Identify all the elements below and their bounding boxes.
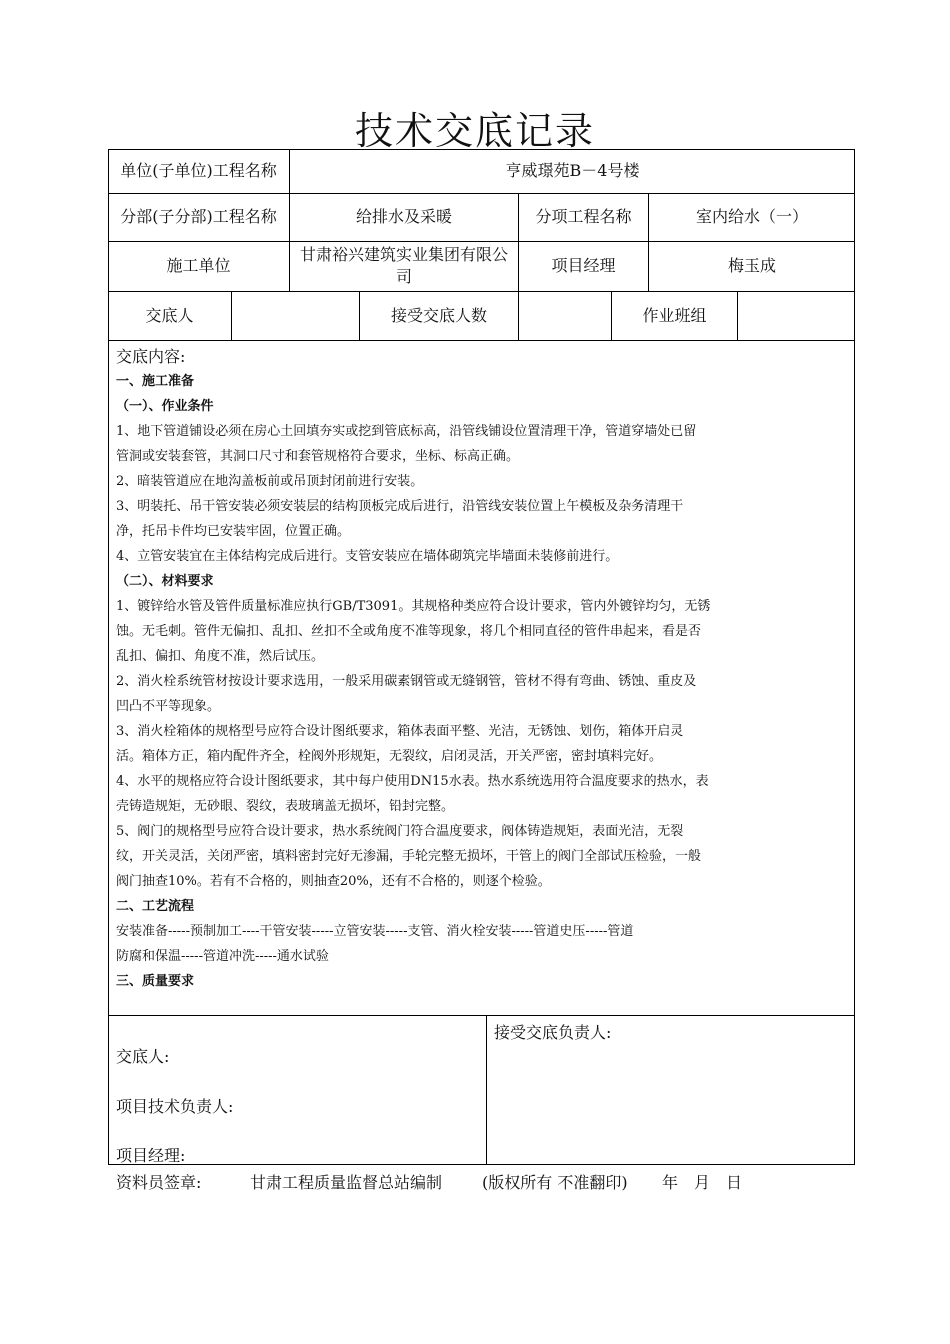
document-title: 技术交底记录 xyxy=(354,109,595,153)
discloser-label: 交底人 xyxy=(145,305,194,325)
content-line: 4、水平的规格应符合设计图纸要求，其中每户使用DN15水表。热水系统选用符合温度要求的热水，表 xyxy=(116,774,709,789)
content-line: 1、镀锌给水管及管件质量标准应执行GB/T3091。其规格种类应符合设计要求，管内外镀锌均匀，无锈 xyxy=(116,599,711,614)
content-line: （二）、材料要求 xyxy=(116,574,214,589)
footer-publisher: 甘肃工程质量监督总站编制 xyxy=(250,1173,443,1192)
subitem-value: 室内给水（一） xyxy=(695,207,808,226)
sig-manager: 项目经理: xyxy=(116,1146,186,1165)
content-line: （一）、作业条件 xyxy=(116,399,214,414)
col-divider xyxy=(486,1015,487,1165)
sig-tech-lead: 项目技术负责人: xyxy=(116,1097,234,1116)
content-line: 壳铸造规矩，无砂眼、裂纹，表玻璃盖无损坏，铅封完整。 xyxy=(116,799,455,814)
division-label: 分部(子分部)工程名称 xyxy=(120,207,277,226)
manager-value: 梅玉成 xyxy=(727,256,776,275)
content-line: 3、明装托、吊干管安装必须安装层的结构顶板完成后进行，沿管线安装位置上午模板及杂务清理干 xyxy=(116,499,684,514)
sig-receiver: 接受交底负责人: xyxy=(494,1023,612,1042)
content-line: 2、消火栓系统管材按设计要求选用，一般采用碳素钢管或无缝钢管，管材不得有弯曲、锈蚀、重皮及 xyxy=(116,674,697,689)
contractor-label: 施工单位 xyxy=(166,256,231,275)
content-line: 1、地下管道铺设必须在房心土回填夯实或挖到管底标高，沿管线铺设位置清理干净，管道穿墙处已留 xyxy=(116,424,697,439)
content-line: 4、立管安装宜在主体结构完成后进行。支管安装应在墙体砌筑完毕墙面未装修前进行。 xyxy=(116,549,619,564)
discloser-value[interactable] xyxy=(232,291,359,340)
content-line: 乱扣、偏扣、角度不准，然后试压。 xyxy=(116,649,325,664)
footer-date: 年 月 日 xyxy=(662,1173,743,1192)
content-line: 3、消火栓箱体的规格型号应符合设计图纸要求，箱体表面平整、光洁，无锈蚀、划伤，箱体开启灵 xyxy=(116,724,684,739)
content-line: 5、阀门的规格型号应符合设计要求，热水系统阀门符合温度要求，阀体铸造规矩，表面光洁，无裂 xyxy=(116,824,684,839)
content-line: 安装准备-----预制加工----干管安装-----立管安装-----支管、消火栓安装-----管道史压-----管道 xyxy=(116,924,634,939)
content-line: 管洞或安装套管，其洞口尺寸和套管规格符合要求，坐标、标高正确。 xyxy=(116,449,520,464)
content-line: 防腐和保温-----管道冲洗-----通水试验 xyxy=(116,949,329,964)
content-line: 阀门抽查10%。若有不合格的，则抽查20%，还有不合格的，则逐个检验。 xyxy=(116,874,551,889)
work-team-label: 作业班组 xyxy=(642,305,707,325)
content-line: 活。箱体方正，箱内配件齐全，栓阀外形规矩，无裂纹，启闭灵活，开关严密，密封填料完好。 xyxy=(116,749,663,764)
sig-discloser: 交底人: xyxy=(116,1047,170,1066)
content-line: 三、质量要求 xyxy=(116,974,195,989)
content-line: 净，托吊卡件均已安装牢固，位置正确。 xyxy=(116,524,351,539)
division-value: 给排水及采暖 xyxy=(355,207,452,226)
work-team-value[interactable] xyxy=(738,291,855,340)
disclosure-content xyxy=(116,344,874,994)
project-name-label: 单位(子单位)工程名称 xyxy=(120,161,277,180)
subitem-label: 分项工程名称 xyxy=(535,207,632,226)
contractor-value: 甘肃裕兴建筑实业集团有限公司 xyxy=(300,245,509,286)
manager-label: 项目经理 xyxy=(551,256,616,275)
project-name-value: 亨威璟苑B－4号楼 xyxy=(505,161,640,180)
receivers-count-value[interactable] xyxy=(519,291,611,340)
content-line: 凹凸不平等现象。 xyxy=(116,699,221,714)
row-divider xyxy=(108,340,855,341)
footer-copyright: (版权所有 不准翻印) xyxy=(482,1173,628,1192)
content-line: 一、施工准备 xyxy=(116,374,195,389)
content-line: 2、暗装管道应在地沟盖板前或吊顶封闭前进行安装。 xyxy=(116,474,424,489)
row-divider xyxy=(108,1015,855,1016)
footer-clerk: 资料员签章: xyxy=(116,1173,202,1192)
receivers-count-label: 接受交底人数 xyxy=(390,305,487,325)
content-label: 交底内容: xyxy=(116,347,186,366)
content-line: 二、工艺流程 xyxy=(116,899,195,914)
content-line: 纹，开关灵活，关闭严密，填料密封完好无渗漏，手轮完整无损坏，干管上的阀门全部试压检验，一般 xyxy=(116,849,702,864)
content-line: 蚀。无毛刺。管件无偏扣、乱扣、丝扣不全或角度不准等现象，将几个相同直径的管件串起来，看是否 xyxy=(116,624,702,639)
